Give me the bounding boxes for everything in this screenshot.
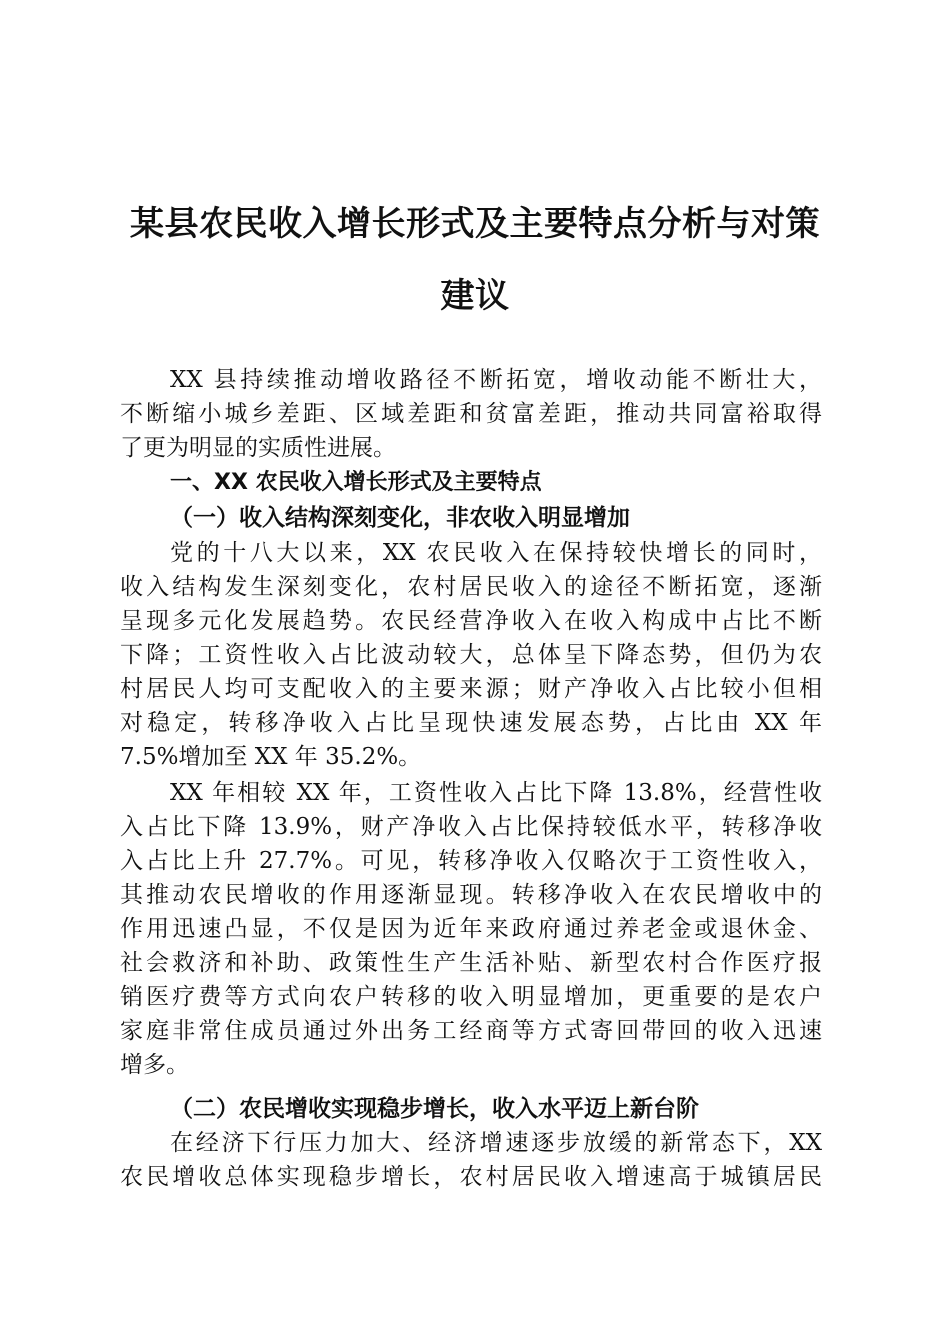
- intro-line-1: XX 县持续推动增收路径不断拓宽，增收动能不断壮大，: [170, 367, 822, 393]
- intro-line-2: 不断缩小城乡差距、区域差距和贫富差距，推动共同富裕取得: [120, 401, 822, 427]
- para1-line-5: 村居民人均可支配收入的主要来源；财产净收入占比较小但相: [120, 676, 822, 702]
- para3-line-1: 在经济下行压力加大、经济增速逐步放缓的新常态下，XX: [170, 1130, 822, 1156]
- para2-line-5: 作用迅速凸显，不仅是因为近年来政府通过养老金或退休金、: [120, 916, 822, 942]
- section-heading-1: 一、XX 农民收入增长形式及主要特点: [170, 470, 542, 495]
- para1-line-1: 党的十八大以来，XX 农民收入在保持较快增长的同时，: [170, 540, 822, 566]
- para1-line-7: 7.5%增加至 XX 年 35.2%。: [120, 744, 422, 770]
- para3-line-2: 农民增收总体实现稳步增长，农村居民收入增速高于城镇居民: [120, 1164, 822, 1190]
- para2-line-7: 销医疗费等方式向农户转移的收入明显增加，更重要的是农户: [120, 984, 822, 1010]
- document-title-line-1: 某县农民收入增长形式及主要特点分析与对策: [130, 204, 820, 244]
- para2-line-2: 入占比下降 13.9%，财产净收入占比保持较低水平，转移净收: [120, 814, 822, 840]
- para2-line-8: 家庭非常住成员通过外出务工经商等方式寄回带回的收入迅速: [120, 1018, 822, 1044]
- para2-line-3: 入占比上升 27.7%。可见，转移净收入仅略次于工资性收入，: [120, 848, 822, 874]
- para2-line-6: 社会救济和补助、政策性生产生活补贴、新型农村合作医疗报: [120, 950, 822, 976]
- para2-line-9: 增多。: [120, 1052, 189, 1078]
- para1-line-4: 下降；工资性收入占比波动较大，总体呈下降态势，但仍为农: [120, 642, 822, 668]
- subsection-heading-1: （一）收入结构深刻变化，非农收入明显增加: [170, 504, 630, 531]
- para1-line-2: 收入结构发生深刻变化，农村居民收入的途径不断拓宽，逐渐: [120, 574, 822, 600]
- intro-line-3: 了更为明显的实质性进展。: [120, 435, 396, 461]
- para2-line-4: 其推动农民增收的作用逐渐显现。转移净收入在农民增收中的: [120, 882, 822, 908]
- subsection-heading-2: （二）农民增收实现稳步增长，收入水平迈上新台阶: [170, 1095, 699, 1122]
- document-title-line-2: 建议: [440, 276, 510, 316]
- para1-line-3: 呈现多元化发展趋势。农民经营净收入在收入构成中占比不断: [120, 608, 822, 634]
- para1-line-6: 对稳定，转移净收入占比呈现快速发展态势，占比由 XX 年: [120, 710, 822, 736]
- para2-line-1: XX 年相较 XX 年，工资性收入占比下降 13.8%，经营性收: [170, 780, 822, 806]
